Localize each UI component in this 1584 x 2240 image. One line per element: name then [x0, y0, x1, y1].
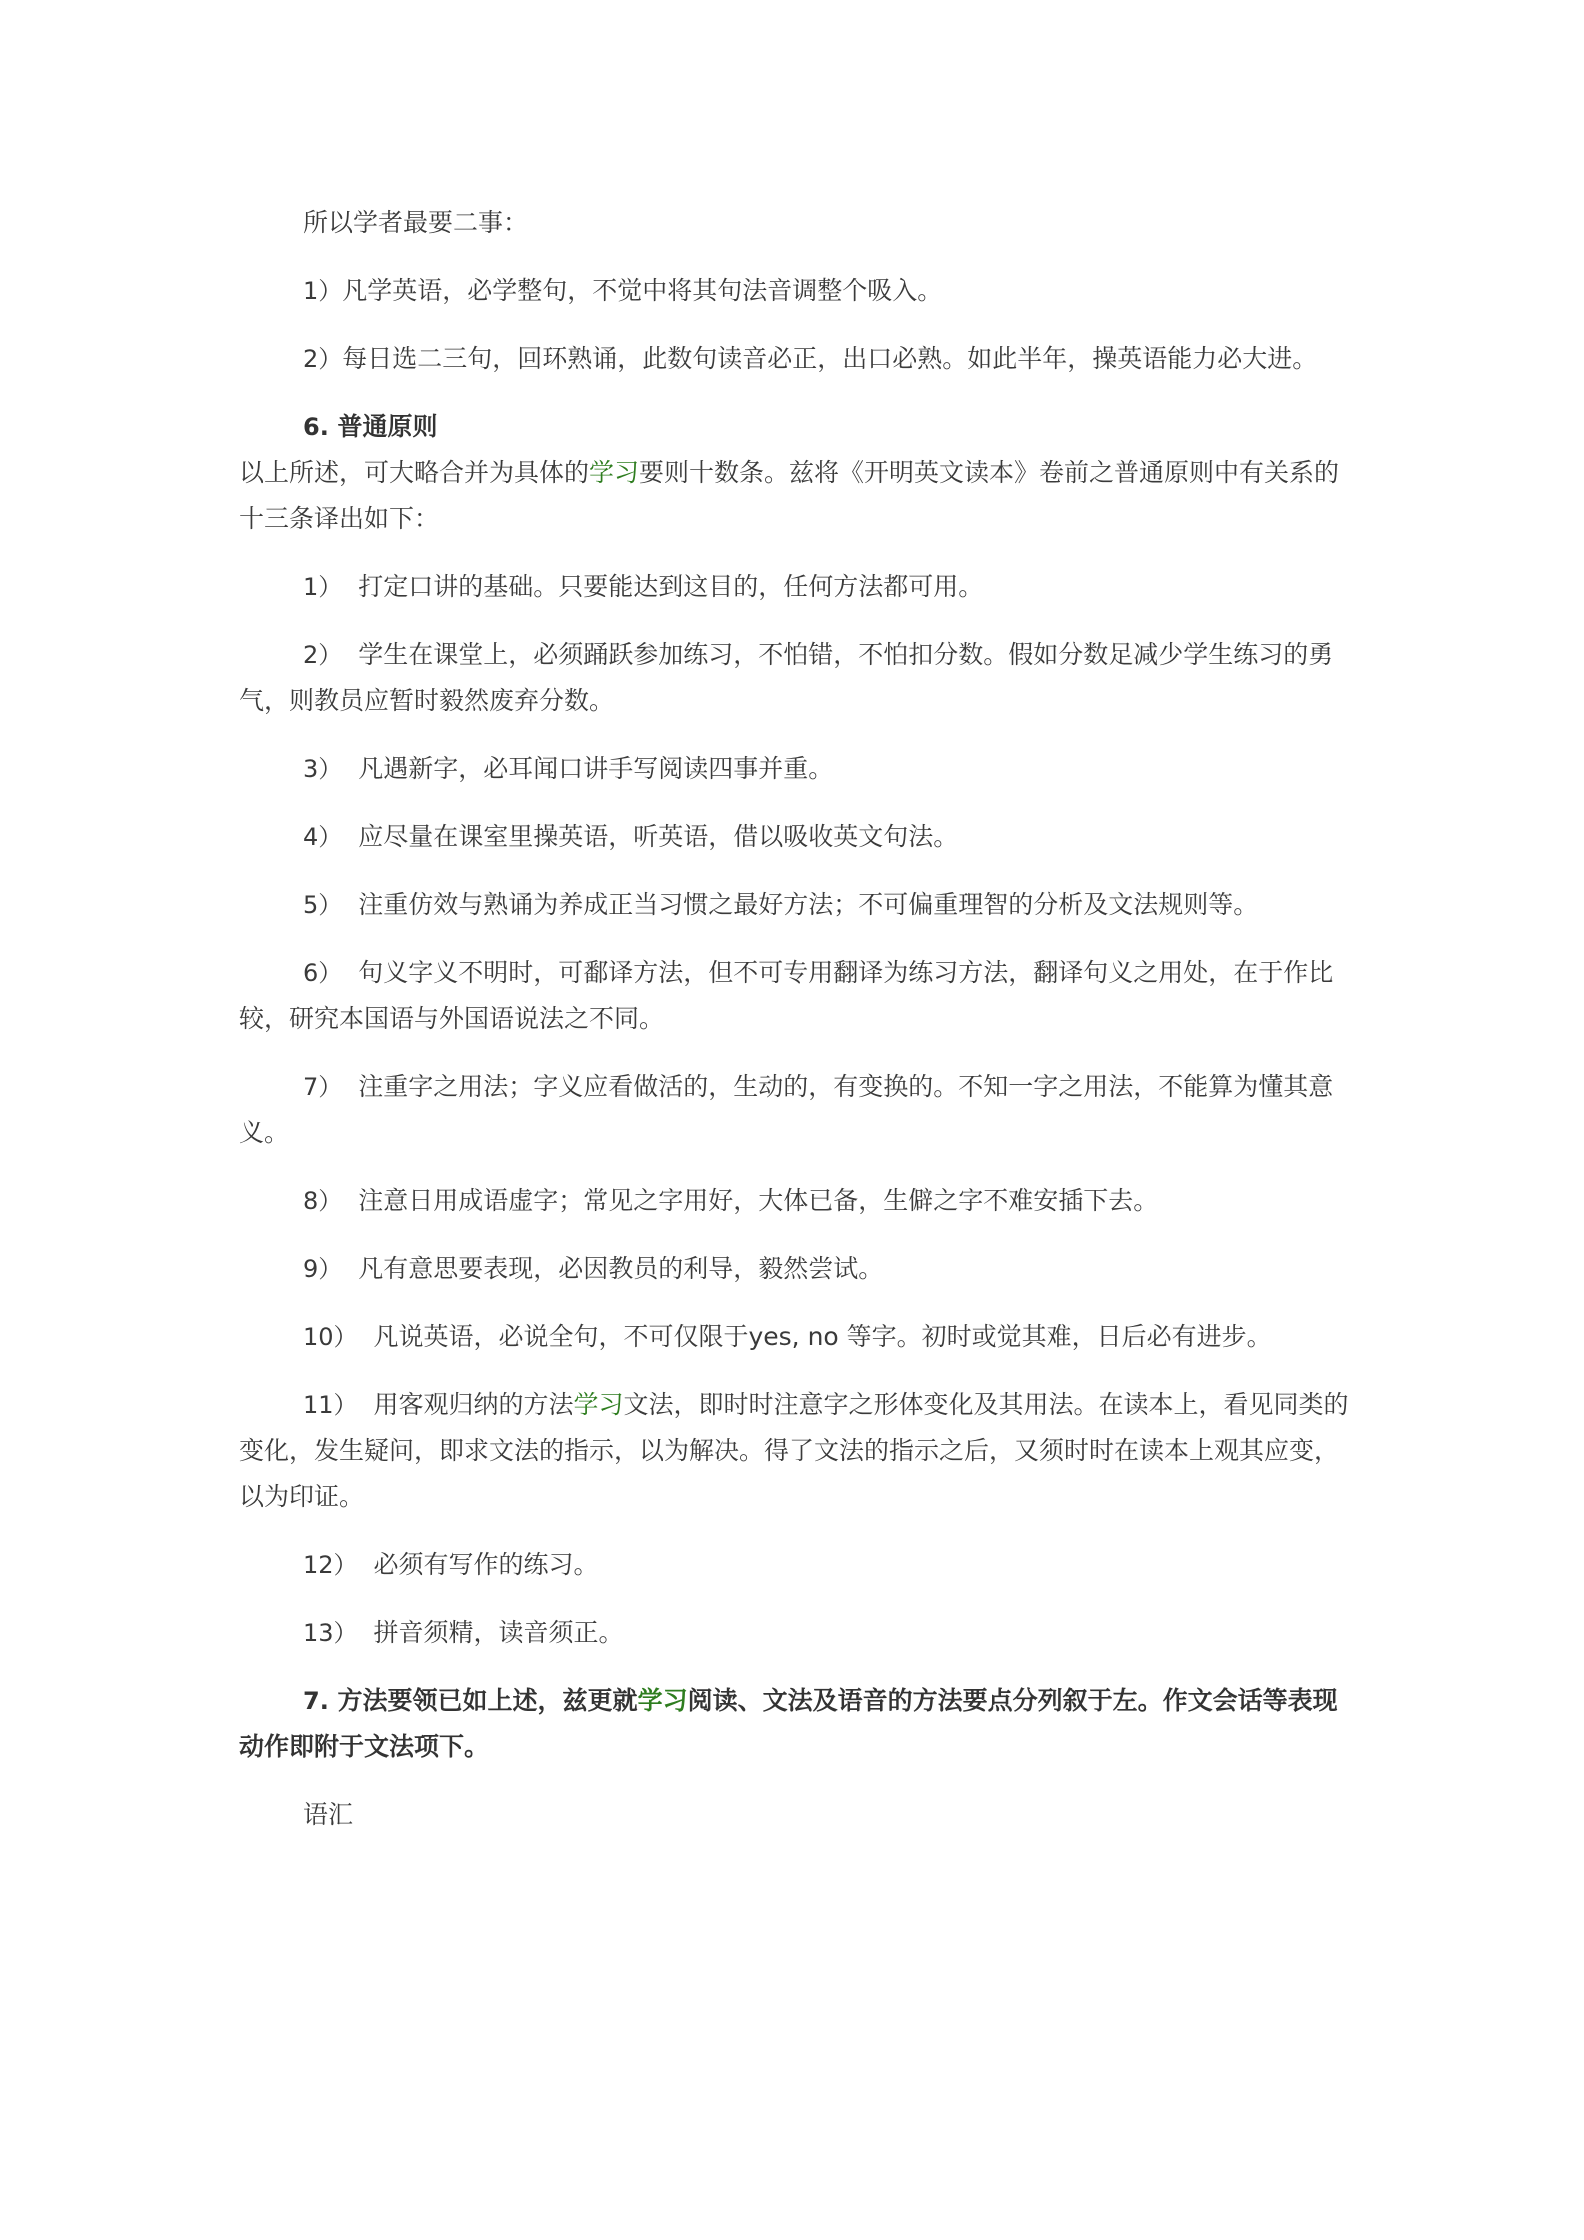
item-text-before: 用客观归纳的方法: [373, 1390, 574, 1419]
list-item-9: [239, 1246, 1349, 1292]
item-number: 11）: [303, 1391, 358, 1419]
point-text: 每日选二三句，回环熟诵，此数句读音必正，出口必熟。如此半年，操英语能力必大进。: [342, 344, 1318, 373]
list-item-11: [239, 1382, 1349, 1520]
item-text: 凡遇新字，必耳闻口讲手写阅读四事并重。: [358, 754, 834, 783]
list-item-7: [239, 1064, 1349, 1156]
item-text: 学生在课堂上，必须踊跃参加练习，不怕错，不怕扣分数。假如分数足减少学生练习的勇气，则教员应暂时毅然废弃分数。: [239, 640, 1334, 715]
intro-text-before: 以上所述，可大略合并为具体的: [239, 458, 590, 487]
section-heading-7: [239, 1678, 1349, 1770]
item-latin-words: yes, no: [748, 1322, 839, 1351]
item-text-after: 等字。初时或觉其难，日后必有进步。: [846, 1322, 1272, 1351]
section-text-before: 方法要领已如上述，兹更就: [337, 1686, 638, 1715]
document-body: [239, 200, 1349, 1860]
item-text: 句义字义不明时，可鄱译方法，但不可专用翻译为练习方法，翻译句义之用处，在于作比较，研究本国语与外国语说法之不同。: [239, 958, 1334, 1033]
list-item-4: [239, 814, 1349, 860]
item-number: 9）: [303, 1255, 343, 1283]
list-item-10: [239, 1314, 1349, 1360]
paragraph-point-2: [239, 336, 1349, 382]
item-text-after: 文法，即时时注意字之形体变化及其用法。在读本上，看见同类的变化，发生疑问，即求文法的指示，以为解决。得了文法的指示之后，又须时时在读本上观其应变，以为印证。: [239, 1390, 1349, 1511]
list-item-1: [239, 564, 1349, 610]
keyword-link[interactable]: 学习: [637, 1686, 688, 1715]
section-number: 7.: [303, 1687, 329, 1715]
item-text: 凡有意思要表现，必因教员的利导，毅然尝试。: [358, 1254, 884, 1283]
paragraph-point-1: [239, 268, 1349, 314]
point-number: 1）: [303, 277, 343, 305]
section-number: 6.: [303, 413, 329, 441]
keyword-link[interactable]: 学习: [573, 1390, 624, 1419]
point-text: 凡学英语，必学整句，不觉中将其句法音调整个吸入。: [342, 276, 943, 305]
list-item-12: [239, 1542, 1349, 1588]
list-item-5: [239, 882, 1349, 928]
item-text: 拼音须精，读音须正。: [373, 1618, 624, 1647]
item-text: 注意日用成语虚字；常见之字用好，大体已备，生僻之字不难安插下去。: [358, 1186, 1159, 1215]
item-text: 注重字之用法；字义应看做活的，生动的，有变换的。不知一字之用法，不能算为懂其意义。: [239, 1072, 1334, 1147]
item-number: 3）: [303, 755, 343, 783]
point-number: 2）: [303, 345, 343, 373]
item-number: 2）: [303, 641, 343, 669]
item-number: 13）: [303, 1619, 358, 1647]
list-item-2: [239, 632, 1349, 724]
list-item-6: [239, 950, 1349, 1042]
intro-text-after: 要则十数条。兹将《开明英文读本》卷前之普通原则中有关系的十三条译出如下：: [239, 458, 1340, 533]
list-item-13: [239, 1610, 1349, 1656]
list-item-8: [239, 1178, 1349, 1224]
section-text-after: 阅读、文法及语音的方法要点分列叙于左。作文会话等表现动作即附于文法项下。: [239, 1686, 1338, 1761]
item-number: 5）: [303, 891, 343, 919]
section-title: 普通原则: [337, 412, 438, 441]
item-text-before: 凡说英语，必说全句，不可仅限于: [373, 1322, 749, 1351]
section-heading-6: [239, 404, 1349, 450]
item-number: 4）: [303, 823, 343, 851]
item-number: 1）: [303, 573, 343, 601]
item-text: 必须有写作的练习。: [373, 1550, 599, 1579]
list-item-3: [239, 746, 1349, 792]
item-number: 8）: [303, 1187, 343, 1215]
item-text: 应尽量在课室里操英语，听英语，借以吸收英文句法。: [358, 822, 959, 851]
item-text: 注重仿效与熟诵为养成正当习惯之最好方法；不可偏重理智的分析及文法规则等。: [358, 890, 1259, 919]
item-number: 12）: [303, 1551, 358, 1579]
item-number: 7）: [303, 1073, 343, 1101]
vocabulary-heading: 语汇: [303, 1800, 354, 1829]
paragraph-vocabulary: [239, 1792, 1349, 1838]
item-number: 6）: [303, 959, 343, 987]
item-number: 10）: [303, 1323, 358, 1351]
paragraph-intro-text: 所以学者最要二事：: [303, 208, 529, 237]
paragraph-section-6-intro: [239, 450, 1349, 542]
item-text: 打定口讲的基础。只要能达到这目的，任何方法都可用。: [358, 572, 984, 601]
principles-list: [239, 564, 1349, 1292]
keyword-link[interactable]: 学习: [589, 458, 640, 487]
paragraph-intro: [239, 200, 1349, 246]
